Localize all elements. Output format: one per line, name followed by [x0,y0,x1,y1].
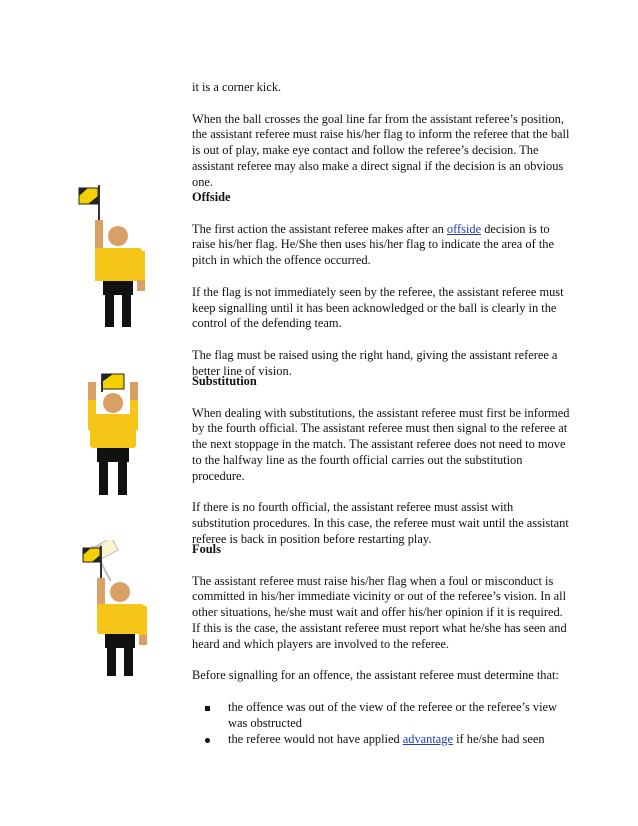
list-item [192,700,570,732]
fouls-bullet-list [192,700,570,747]
intro-paragraph-2: When the ball crosses the goal line far from the assistant referee’s position, the assistant referee must raise his/her flag to inform the referee that the ball is out of play, make eye contact and follow the referee’s decision. The assistant referee may also make a direct signal if the decision is an obvious one. [192,111,570,189]
fouls-heading: Fouls [192,542,221,556]
offside-p1-text-before: The first action the assistant referee makes after an [192,221,447,236]
intro-section [192,80,570,191]
offside-heading: Offside [192,190,231,204]
offside-section [192,190,570,380]
offside-paragraph-1 [192,222,570,269]
offside-link[interactable]: offside [446,221,482,236]
bullet-text: the offence was out of the view of the referee or the referee’s view was obstructed [228,699,557,730]
round-bullet-icon [205,738,210,743]
offside-p1-text-after: decision is to raise his/her flag. He/She then uses his/her flag to indicate the area of the pitch in which the offence occurred. [192,221,554,268]
intro-paragraph-1: it is a corner kick. [192,80,282,94]
bullet-text-before: the referee would not have applied [228,731,403,746]
fouls-section [192,542,570,747]
substitution-paragraph-1: When dealing with substitutions, the assistant referee must first be informed by the fourth official. The assistant referee must then signal to the referee at the next stoppage in the match. The assistant referee does not need to move to the halfway line as the fourth official carries out the substitution procedure. [192,405,570,483]
referee-offside-flag-icon [74,185,150,330]
substitution-section [192,374,570,548]
offside-paragraph-2: If the flag is not immediately seen by the referee, the assistant referee must keep signalling until it has been acknowledged or the ball is clearly in the control of the defending team. [192,284,564,331]
substitution-paragraph-2: If there is no fourth official, the assistant referee must assist with substitution procedures. In this case, the referee must wait until the assistant referee is back in position before restarting play. [192,500,569,546]
referee-substitution-flag-icon [74,370,150,498]
referee-foul-flag-icon [76,540,152,678]
bullet-text-after: if he/she had seen [453,731,545,746]
fouls-paragraph-1: The assistant referee must raise his/her flag when a foul or misconduct is committed in his/her immediate vicinity or out of the referee’s vision. In all other situations, he/she must wait and offer his/her opinion if it is required. If this is the case, the assistant referee must report what he/she has seen and heard and which players are involved to the referee. [192,573,567,651]
advantage-link[interactable]: advantage [402,731,454,746]
substitution-heading: Substitution [192,374,257,388]
square-bullet-icon [205,706,210,711]
list-item [192,732,570,748]
offside-paragraph-3: The flag must be raised using the right hand, giving the assistant referee a better line of vision. [192,347,558,378]
fouls-paragraph-2: Before signalling for an offence, the assistant referee must determine that: [192,668,559,683]
